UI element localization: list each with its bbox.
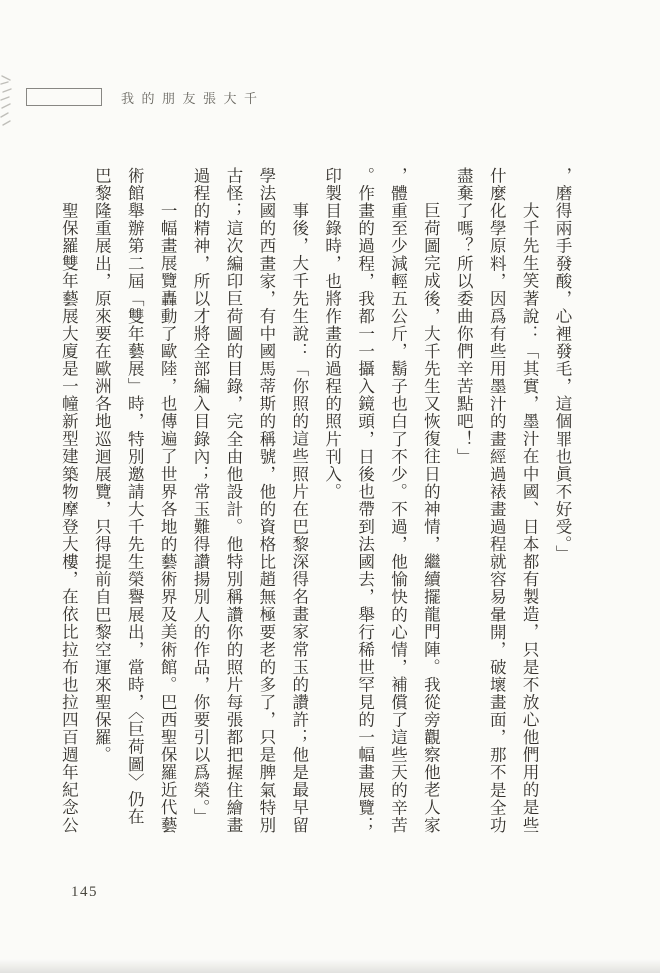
text-column: 盡棄了嗎？所以委曲你們辛苦點吧！」 — [454, 167, 474, 466]
body-text — [52, 167, 579, 847]
text-column: 大千先生笑著說：「其實，墨汁在中國、日本都有製造，只是不放心他們用的是些 — [520, 202, 540, 834]
text-column: 什麼化學原料，因爲有些用墨汁的畫經過裱畫過程就容易暈開，破壞畫面，那不是全功 — [487, 167, 507, 834]
text-column: 巨荷圖完成後，大千先生又恢復往日的神情，繼續擺龍門陣。我從旁觀察他老人家 — [421, 202, 441, 834]
text-column: ，磨得兩手發酸，心裡發毛，這個罪也眞不好受。」 — [553, 167, 572, 563]
text-column: 術館舉辦第二屆「雙年藝展」時，特別邀請大千先生榮譽展出，當時，〈巨荷圖〉仍在 — [125, 167, 145, 826]
text-column: 事後，大千先生說：「你照的這些照片在巴黎深得名畫家常玉的讚許；他是最早留 — [289, 202, 309, 834]
text-column: 聖保羅雙年藝展大廈是一幢新型建築物摩登大樓，在依比拉布也拉四百週年紀念公 — [59, 202, 79, 834]
text-column: 學法國的西畫家，有中國馬蒂斯的稱號，他的資格比趙無極要老的多了，只是脾氣特別 — [256, 167, 276, 834]
running-head: 我的朋友張大千 — [121, 91, 265, 106]
text-column: 一幅畫展覽轟動了歐陸，也傳遍了世界各地的藝術界及美術館。巴西聖保羅近代藝 — [158, 202, 178, 834]
text-column: 古怪；這次編印巨荷圖的目錄，完全由他設計。他特別稱讚你的照片每張都把握住繪畫 — [223, 167, 243, 834]
text-column: 印製目錄時，也將作畫的過程的照片刊入。 — [322, 167, 342, 501]
text-column: 巴黎隆重展出，原來要在歐洲各地巡迴展覽，只得提前自巴黎空運來聖保羅。 — [92, 167, 112, 764]
text-column: 。作畫的過程，我都一一攝入鏡頭，日後也帶到法國去，舉行稀世罕見的一幅畫展覽； — [355, 167, 375, 834]
header-box — [26, 88, 102, 106]
text-column: ，體重至少減輕五公斤，鬍子也白了不少。不過，他愉快的心情，補償了這些天的辛苦 — [388, 167, 408, 834]
pencil-marks-icon — [0, 70, 26, 150]
page-number: 145 — [71, 884, 98, 900]
text-column: 過程的精神，所以才將全部編入目錄內；常玉難得讚揚別人的作品，你要引以爲榮。」 — [191, 167, 211, 826]
